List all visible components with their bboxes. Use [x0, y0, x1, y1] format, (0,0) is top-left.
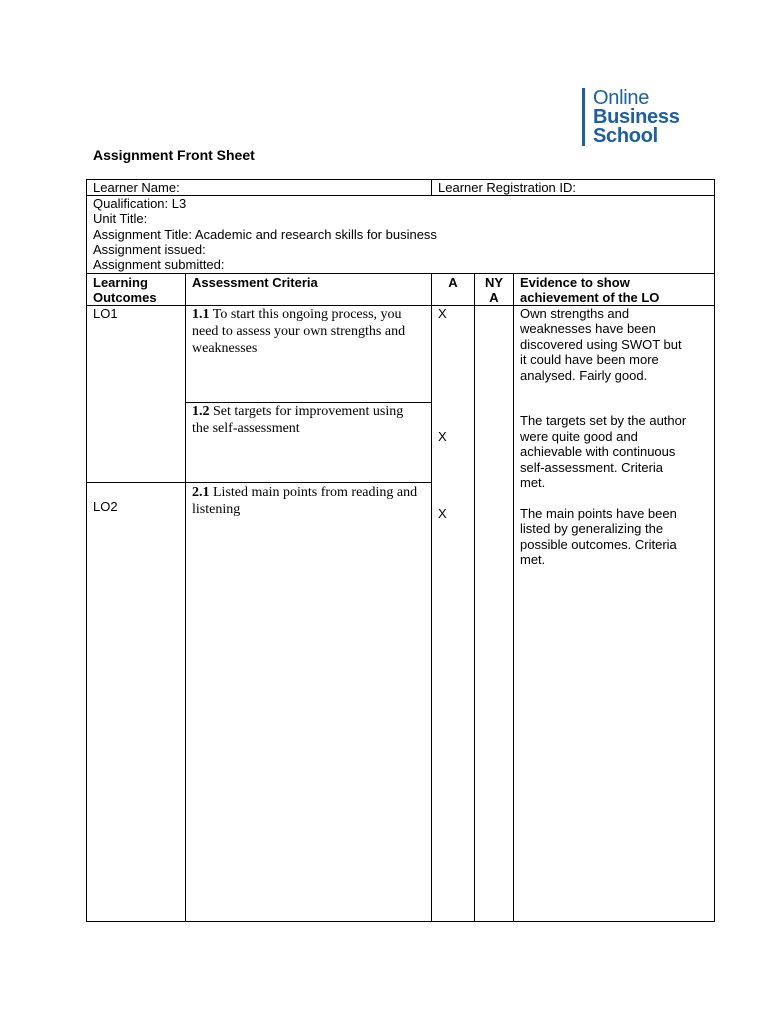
col-header-learning-outcomes-2: Outcomes — [93, 290, 157, 305]
criteria-1-1-number: 1.1 — [192, 307, 210, 322]
learning-outcome-lo2: LO2 — [93, 499, 118, 514]
logo-line-school: School — [593, 124, 658, 147]
online-business-school-logo — [582, 88, 680, 146]
col-header-a: A — [448, 275, 458, 290]
col-header-nya-2: A — [489, 290, 499, 305]
evidence-2-1-line-2: listed by generalizing the — [520, 521, 664, 536]
col-header-evidence-2: achievement of the LO — [520, 290, 660, 305]
evidence-2-1-line-3: possible outcomes. Criteria — [520, 537, 677, 552]
evidence-1-1-line-4: it could have been more — [520, 352, 659, 367]
col-divider-outcomes — [185, 273, 186, 921]
learner-name-label: Learner Name: — [93, 180, 180, 195]
col-header-evidence-1: Evidence to show — [520, 275, 630, 290]
evidence-1-2-line-2: were quite good and — [520, 429, 638, 444]
criteria-2-1-text: Listed main points from reading and listening — [192, 485, 418, 517]
unit-title-label: Unit Title: — [93, 211, 148, 226]
logo-bar — [582, 88, 585, 146]
learner-registration-label: Learner Registration ID: — [438, 180, 577, 195]
evidence-2-1-line-4: met. — [520, 552, 546, 567]
assignment-submitted-label: Assignment submitted: — [93, 257, 225, 272]
evidence-1-2-line-1: The targets set by the author — [520, 413, 687, 428]
criteria-2-1 — [192, 484, 424, 518]
evidence-1-2-line-3: achievable with continuous — [520, 444, 676, 459]
evidence-1-1-line-5: analysed. Fairly good. — [520, 368, 648, 383]
col-divider-header — [431, 179, 432, 196]
criteria-1-2 — [192, 403, 417, 437]
logo-text — [593, 88, 680, 146]
col-divider-criteria — [431, 273, 432, 921]
col-header-nya-1: NY — [484, 275, 504, 290]
col-divider-nya — [513, 273, 514, 921]
criteria-1-2-text: Set targets for improvement using the self-assessment — [192, 404, 404, 436]
logo-line-business: Business — [593, 105, 680, 128]
achieved-mark-1-1: X — [438, 306, 447, 321]
page-title: Assignment Front Sheet — [93, 147, 255, 163]
criteria-1-1-text: To start this ongoing process, you need to assess your own strengths and weaknesses — [192, 307, 406, 356]
evidence-1-1-line-1: Own strengths and — [520, 306, 630, 321]
criteria-1-1 — [192, 306, 417, 357]
row-divider-details — [86, 273, 715, 274]
assignment-title-label: Assignment Title: Academic and research skills for business — [93, 227, 437, 242]
evidence-1-1-line-3: discovered using SWOT but — [520, 337, 682, 352]
evidence-1-2-line-5: met. — [520, 475, 546, 490]
evidence-1-2-line-4: self-assessment. Criteria — [520, 460, 664, 475]
col-header-learning-outcomes-1: Learning — [93, 275, 148, 290]
evidence-1-1-line-2: weaknesses have been — [520, 321, 656, 336]
assignment-issued-label: Assignment issued: — [93, 242, 206, 257]
col-divider-a — [474, 273, 475, 921]
criteria-2-1-number: 2.1 — [192, 485, 210, 500]
logo-line-online: Online — [593, 86, 650, 109]
qualification-label: Qualification: L3 — [93, 196, 187, 211]
col-header-assessment-criteria: Assessment Criteria — [192, 275, 318, 290]
learning-outcome-lo1: LO1 — [93, 306, 118, 321]
evidence-2-1-line-1: The main points have been — [520, 506, 677, 521]
achieved-mark-1-2: X — [438, 429, 447, 444]
criteria-1-2-number: 1.2 — [192, 404, 210, 419]
achieved-mark-2-1: X — [438, 506, 447, 521]
row-divider-lo — [86, 482, 431, 483]
